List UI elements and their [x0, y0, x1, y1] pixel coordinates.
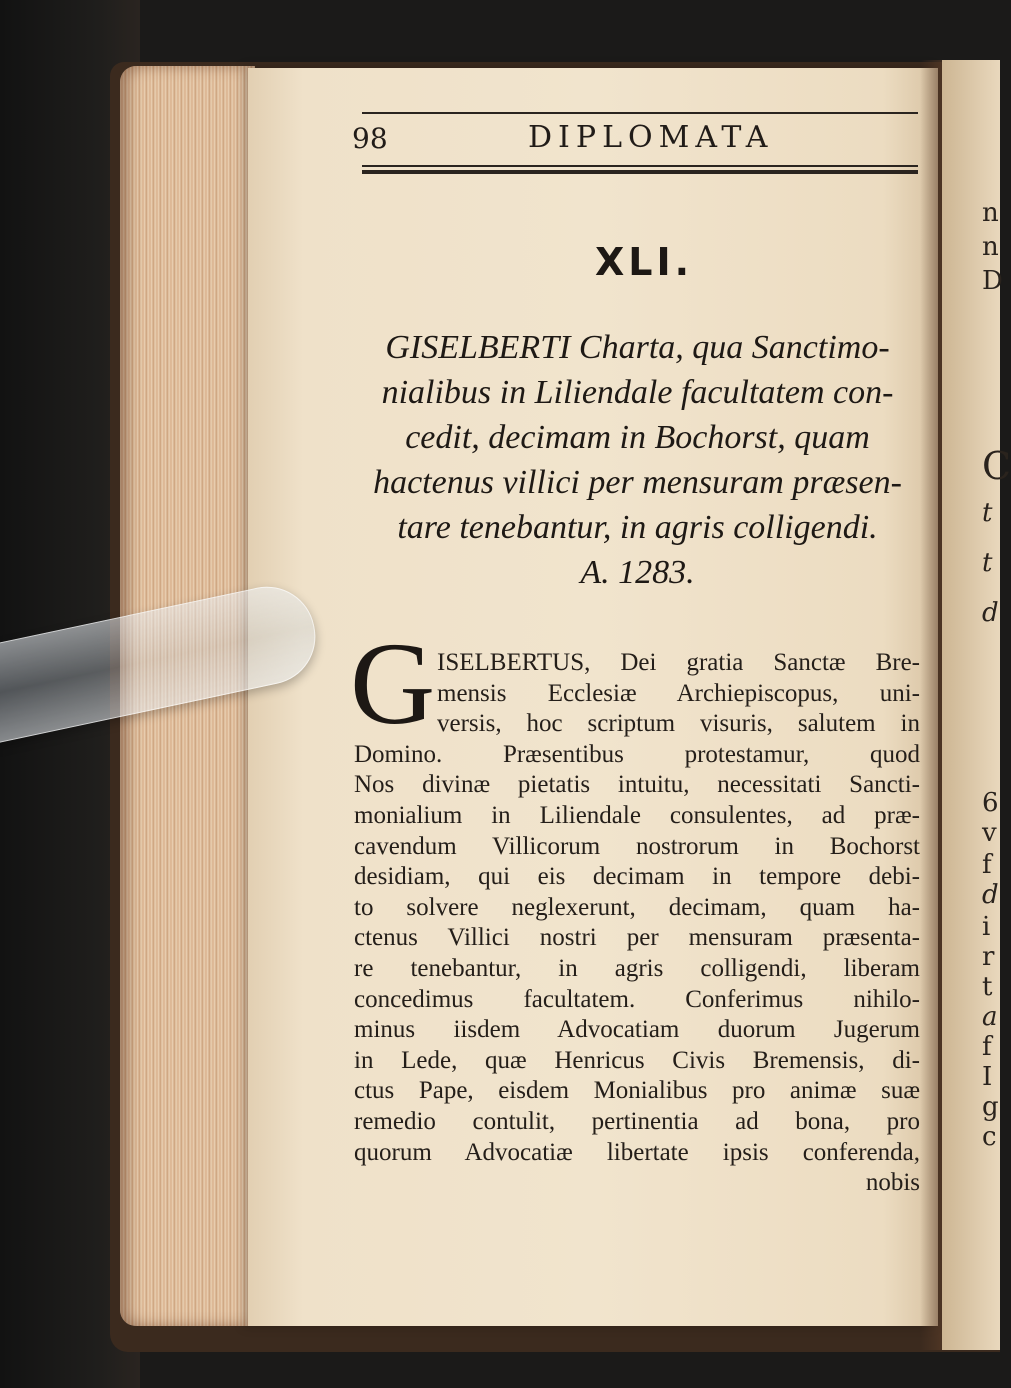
header-rule-mid [362, 165, 918, 167]
body-line: quorum Advocatiæ libertate ipsis conferenda, [354, 1138, 920, 1166]
body-line: cavendum Villicorum nostrorum in Bochorst [354, 832, 920, 860]
adjacent-fragment: g [982, 1092, 999, 1122]
page-number: 98 [352, 122, 388, 155]
adjacent-fragment: c [982, 1122, 997, 1152]
body-line: to solvere neglexerunt, decimam, quam ha- [354, 893, 920, 921]
body-line: mensis Ecclesiæ Archiepiscopus, uni- [437, 679, 920, 707]
adjacent-fragment: I [982, 1062, 993, 1092]
adjacent-page [942, 60, 1011, 1350]
adjacent-fragment: C [982, 444, 1011, 488]
body-line: Domino. Præsentibus protestamur, quod [354, 740, 920, 768]
heading-line: tare tenebantur, in agris colligendi. [397, 509, 878, 546]
body-line: in Lede, quæ Henricus Civis Bremensis, di- [354, 1046, 920, 1074]
running-head [352, 118, 912, 162]
running-title: DIPLOMATA [528, 120, 774, 155]
adjacent-fragment: f [982, 850, 992, 880]
adjacent-fragment: v [982, 818, 997, 848]
body-line: minus iisdem Advocatiam duorum Jugerum [354, 1016, 920, 1044]
body-line: re tenebantur, in agris colligendi, liberam [354, 954, 920, 982]
adjacent-fragment: D [982, 266, 1003, 296]
drop-cap: G [350, 618, 436, 749]
body-line: remedio contulit, pertinentia ad bona, pro [354, 1107, 920, 1135]
body-line: ctenus Villici nostri per mensuram præsenta- [354, 924, 920, 952]
adjacent-fragment: n [982, 232, 999, 262]
adjacent-fragment: t [982, 972, 993, 1002]
body-line: monialium in Liliendale consulentes, ad præ- [354, 801, 920, 829]
heading-line: cedit, decimam in Bochorst, quam [405, 419, 870, 456]
heading-line: GISELBERTI Charta, qua Sanctimo- [385, 329, 890, 366]
header-rule-bottom [362, 170, 918, 174]
heading-line: nialibus in Liliendale facultatem con- [381, 374, 894, 411]
body-line: desidiam, qui eis decimam in tempore debi- [354, 863, 920, 891]
body-line: ctus Pape, eisdem Monialibus pro animæ suæ [354, 1077, 920, 1105]
adjacent-fragment: t [982, 548, 993, 578]
catchword: nobis [865, 1169, 920, 1197]
adjacent-fragment: r [982, 942, 995, 972]
adjacent-fragment: a [982, 1002, 998, 1032]
body-line: versis, hoc scriptum visuris, salutem in [437, 710, 920, 738]
body-text [354, 648, 920, 1199]
body-line: Nos divinæ pietatis intuitu, necessitati Sancti- [354, 771, 920, 799]
adjacent-fragment: n [982, 198, 999, 228]
adjacent-fragment: 6 [982, 788, 999, 818]
body-line: concedimus facultatem. Conferimus nihilo- [354, 985, 920, 1013]
heading-line: hactenus villici per mensuram præsen- [373, 464, 902, 501]
document-heading [345, 325, 930, 595]
heading-line: A. 1283. [580, 554, 695, 591]
adjacent-fragment: t [982, 498, 993, 528]
adjacent-fragment: d [982, 880, 999, 910]
header-rule-top [362, 112, 918, 114]
adjacent-fragment: d [982, 598, 999, 628]
adjacent-fragment: f [982, 1032, 992, 1062]
chapter-number: XLI. [595, 240, 694, 284]
body-line: ISELBERTUS, Dei gratia Sanctæ Bre- [437, 649, 920, 676]
adjacent-fragment: i [982, 912, 991, 942]
